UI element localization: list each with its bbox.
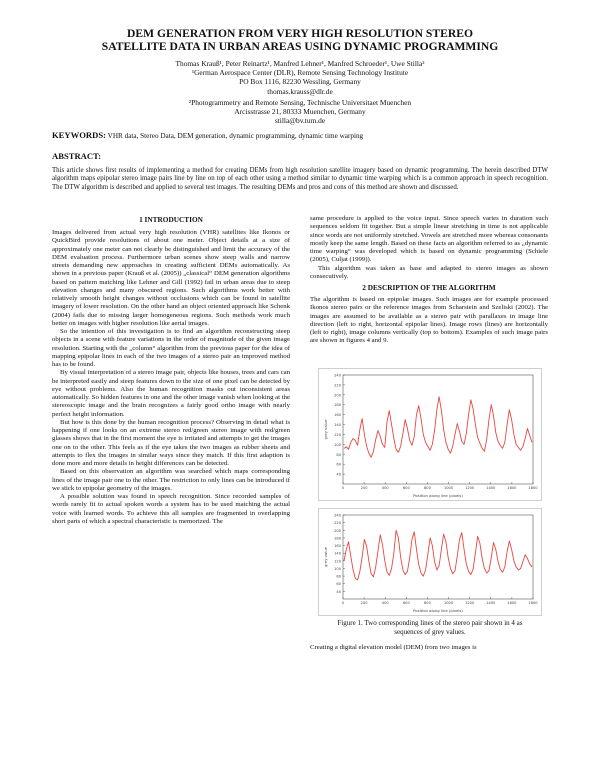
keywords-line <box>52 130 552 140</box>
intro-paragraph-4: But how is this done by the human recognition process? Observing in detail what is happening if one looks on an extreme stereo red/green stereo image with red/green glasses shows that in the first moment the eye is irritated and attempts to get the images one on to the other. This feels as if the eye takes the two images as rubber sheets and attempts to flex the images in similar ways since they match. If this first adaption is done more and more details in height differences can be detected. <box>52 418 290 467</box>
bottom-y-tick-label: 240 <box>334 513 341 518</box>
bottom-y-tick-label: 40 <box>336 589 341 594</box>
intro-paragraph-2: So the intention of this investigation is to find an algorithm reconstructing steep objects in a scene with feature variations in the order of magnitude of the given image resolution. Starting with the „column“ algorithm from the previous paper for the idea of mapping epipolar lines in each of the two images of a stereo pair an improved method has to be found. <box>52 328 290 368</box>
top-x-tick-label: 1800 <box>528 486 538 490</box>
bottom-plot-area <box>343 515 533 599</box>
intro-paragraph-6: A possible solution was found in speech recognition. Since recorded samples of words rarely fit to actual spoken words a system has to be used matching the actual voice with learned words. To achieve this all samples are fragmented in overlapping short parts of which a spectral characteristic is memorized. The <box>52 493 290 525</box>
address-2: Arcisstrasse 21, 80333 Muenchen, Germany <box>234 107 366 117</box>
bottom-x-tick-label: 800 <box>424 601 431 605</box>
keywords-label: KEYWORDS: <box>52 130 106 140</box>
author-names: Thomas Krauß¹, Peter Reinartz¹, Manfred Lehner¹, Manfred Schroeder¹, Uwe Stilla² <box>175 59 425 68</box>
bottom-y-tick-label: 60 <box>336 582 341 587</box>
algorithm-heading: 2 DESCRIPTION OF THE ALGORITHM <box>362 283 496 292</box>
bottom-x-tick-label: 200 <box>360 601 368 605</box>
bottom-y-tick-label: 160 <box>334 544 341 549</box>
top-y-tick-label: 220 <box>334 383 341 388</box>
right-paragraph-2: This algorithm was taken as base and adapted to stereo images as shown consecutively. <box>310 264 548 280</box>
right-last-line: Creating a digital elevation model (DEM) from two images is <box>310 644 477 651</box>
top-y-axis-label: grey value <box>323 419 328 440</box>
chart-top <box>318 368 542 501</box>
figure-caption: Figure 1. Two corresponding lines of the stereo pair shown in 4 as sequences of grey values. <box>337 619 523 636</box>
bottom-x-axis-label: Position along line (pixels) <box>413 608 463 613</box>
bottom-y-tick-label: 180 <box>334 536 341 541</box>
bottom-y-tick-label: 100 <box>334 566 341 571</box>
bottom-series-line <box>344 530 532 580</box>
top-x-tick-label: 0 <box>341 486 345 490</box>
chart-bottom <box>318 508 542 616</box>
top-y-tick-label: 120 <box>334 432 341 437</box>
top-x-axis-label: Position along line (pixels) <box>413 493 463 498</box>
bottom-x-tick-label: 600 <box>402 601 410 605</box>
bottom-y-tick-label: 200 <box>334 528 341 533</box>
top-y-tick-label: 160 <box>334 413 341 418</box>
top-x-tick-label: 1200 <box>465 486 475 490</box>
top-x-tick-label: 200 <box>360 486 368 490</box>
bottom-y-tick-label: 220 <box>334 521 341 526</box>
intro-paragraph-3: By visual interpretation of a stereo image pair, objects like houses, trees and cars can be interpreted easily and steep features down to the size of one pixel can be detected by eye without problems. Also the human recognition masks out inconsistent areas automatically. So hidden features in one and the other image vanish when looking at the stereoscopic image and the brain recognizes a fairly good ortho image with nearly perfect height information. <box>52 369 290 418</box>
author-block <box>0 59 600 125</box>
top-y-tick-label: 40 <box>336 472 341 477</box>
top-series-line <box>344 397 532 457</box>
bottom-x-tick-label: 1400 <box>486 601 496 605</box>
bottom-y-tick-label: 80 <box>336 574 341 579</box>
chart-top-frame <box>323 374 538 499</box>
top-y-tick-label: 80 <box>336 452 341 457</box>
bottom-y-tick-label: 120 <box>334 559 341 564</box>
affiliation-1: ¹German Aerospace Center (DLR), Remote Sensing Technology Institute <box>191 68 409 78</box>
top-x-tick-label: 600 <box>402 486 410 490</box>
affiliation-2: ²Photogrammetry and Remote Sensing, Technische Universitaet Muenchen <box>188 97 412 107</box>
bottom-y-axis-label: grey value <box>323 546 328 568</box>
top-y-tick-label: 180 <box>334 403 341 408</box>
email-1: thomas.krauss@dlr.de <box>267 86 333 96</box>
left-column <box>52 229 290 526</box>
title-line-1: DEM GENERATION FROM VERY HIGH RESOLUTION STEREO <box>127 27 473 40</box>
title-line-2: SATELLITE DATA IN URBAN AREAS USING DYNAMIC PROGRAMMING <box>101 40 499 53</box>
top-x-tick-label: 1400 <box>486 486 496 490</box>
top-y-tick-label: 140 <box>334 423 341 428</box>
email-2: stilla@bv.tum.de <box>274 116 326 126</box>
bottom-x-tick-label: 1000 <box>443 601 454 605</box>
bottom-x-tick-label: 1600 <box>507 601 517 605</box>
keywords-text: VHR data, Stereo Data, DEM generation, dynamic programming, dynamic time warping <box>107 132 364 140</box>
abstract-text: This article shows first results of implementing a method for creating DEMs from high resolution satellite imagery based on dynamic programming. The herein described DTW algorithm maps epipolar stereo image pairs line by line on top of each other using a method similar to dynamic time warping which is a common approach in speech recognition. The DTW algorithm is described and applied to several test images. The resulting DEMs and pros and cons of this method are shown and discussed. <box>52 167 548 191</box>
top-y-tick-label: 60 <box>336 462 341 467</box>
address-1: PO Box 1116, 82230 Wessling, Germany <box>239 77 361 87</box>
bottom-x-tick-label: 0 <box>341 601 345 605</box>
bottom-x-tick-label: 1200 <box>465 601 475 605</box>
paper-title <box>0 27 600 53</box>
right-paragraph-1: same procedure is applied to the voice input. Since speech varies in duration such sequences seldom fit together. But a simple linear stretching in time is not applicable since words are not uniformly stretched. Vowels are stretched more whereas consonants mostly keep the same length. Based on these facts an algorithm referred to as „dynamic time warping“ was developed which is based on dynamic programming (Schiele (2005), Culjat (1999)). <box>310 215 548 264</box>
top-x-tick-label: 800 <box>424 486 431 490</box>
intro-paragraph-1: Images delivered from actual very high resolution (VHR) satellites like Ikonos or QuickBird provide resolutions of about one meter. Object details at a size of approximately one meter can not clearly be distinguished and limit the accuracy of the DEM evaluation process. Furthermore urban scenes show steep walls and narrow streets demanding new approaches in creating sufficient DEMs automatically. As shown in a previous paper (Krauß et al. (2005)) „classical“ DEM generation algorithms based on pattern matching like Lehner and Gill (1992) fail in urban areas due to steep elevation changes and many obscured regions. Such algorithms work better with relatively smooth height changes without occlusions which can be found in satellite imagery of lower resolution. On the other hand an object oriented approach like Schenk (2004) fails due to missing larger homogeneous regions. Such methods work much better on images with higher resolution like aerial images. <box>52 229 290 327</box>
bottom-x-tick-label: 400 <box>381 601 389 605</box>
top-x-tick-label: 1600 <box>507 486 517 490</box>
top-y-tick-label: 240 <box>334 373 341 378</box>
top-y-tick-label: 100 <box>334 442 341 447</box>
top-plot-area <box>343 375 533 484</box>
chart-bottom-frame <box>323 514 538 614</box>
abstract-heading: ABSTRACT: <box>52 151 102 161</box>
top-x-tick-label: 400 <box>381 486 389 490</box>
bottom-y-tick-label: 140 <box>334 551 341 556</box>
top-x-tick-label: 1000 <box>443 486 454 490</box>
algorithm-text: The algorithm is based on epipolar images. Such images are for example processed Ikonos stereo pairs or the reference images from Scharstein and Szeliski (2002). The images are assumed to be available as a stereo pair with parallaxes in image line direction (left to right, horizontal epipolar lines). Image rows (lines) are horizontally (left to right), image columns vertically (top to bottom). Examples of such image pairs are shown in figures 4 and 9. <box>310 296 548 345</box>
bottom-x-tick-label: 1800 <box>528 601 538 605</box>
intro-heading: 1 INTRODUCTION <box>139 215 203 224</box>
intro-paragraph-5: Based on this observation an algorithm was searched which maps corresponding lines of the image pair one to the other. The restriction to only lines can be introduced if we stick to epipolar geometry of the images. <box>52 468 290 492</box>
top-y-tick-label: 200 <box>334 393 341 398</box>
right-column-top <box>310 215 548 281</box>
